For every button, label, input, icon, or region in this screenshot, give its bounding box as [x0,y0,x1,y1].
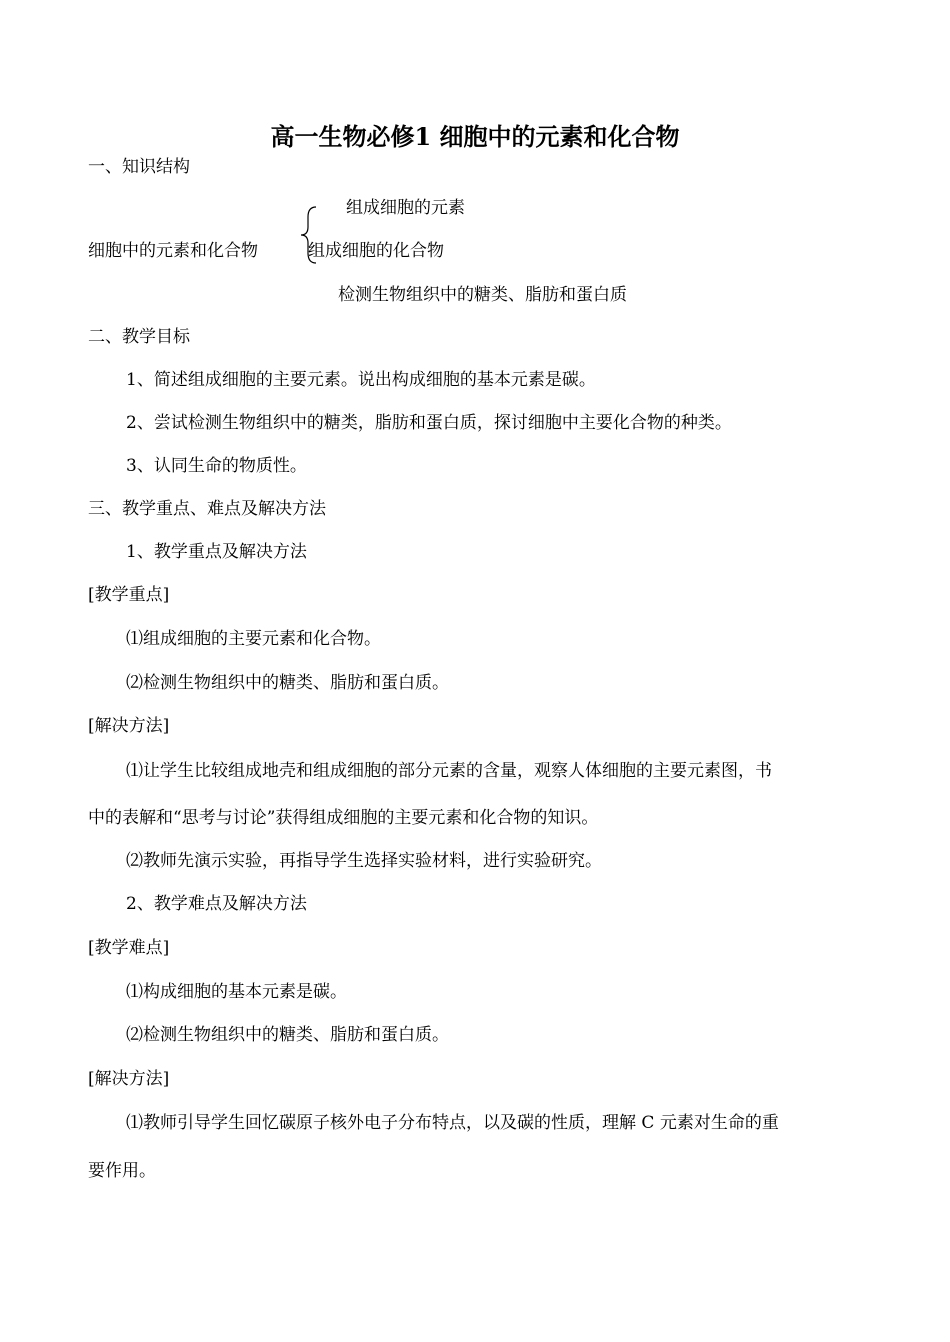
label-key-points: [教学重点] [88,585,170,605]
solution-item-line: 中的表解和“思考与讨论”获得组成细胞的主要元素和化合物的知识。 [88,808,599,828]
solution-item-line: ⑴让学生比较组成地壳和组成细胞的部分元素的含量，观察人体细胞的主要元素图，书 [126,761,772,781]
key-point-item: ⑵检测生物组织中的糖类、脂肪和蛋白质。 [126,673,449,693]
label-difficult-points: [教学难点] [88,938,170,958]
difficult-point-item: ⑴构成细胞的基本元素是碳。 [126,982,347,1002]
structure-branch-elements: 组成细胞的元素 [346,198,465,218]
structure-root: 细胞中的元素和化合物 [88,241,258,261]
solution-item-line: 要作用。 [88,1161,156,1181]
objective-item: 1、简述组成细胞的主要元素。说出构成细胞的基本元素是碳。 [126,370,596,390]
label-solution: [解决方法] [88,716,170,736]
page-title: 高一生物必修1 细胞中的元素和化合物 [270,122,680,151]
solution-item-line: ⑴教师引导学生回忆碳原子核外电子分布特点，以及碳的性质，理解 C 元素对生命的重 [126,1113,779,1133]
objective-item: 2、尝试检测生物组织中的糖类，脂肪和蛋白质，探讨细胞中主要化合物的种类。 [126,413,732,433]
objective-item: 3、认同生命的物质性。 [126,456,307,476]
section-heading-keypoints: 三、教学重点、难点及解决方法 [88,499,326,519]
structure-branch-detection: 检测生物组织中的糖类、脂肪和蛋白质 [338,285,627,305]
label-solution: [解决方法] [88,1069,170,1089]
difficult-point-item: ⑵检测生物组织中的糖类、脂肪和蛋白质。 [126,1025,449,1045]
section-heading-structure: 一、知识结构 [88,157,190,177]
key-point-item: ⑴组成细胞的主要元素和化合物。 [126,629,381,649]
subsection-heading-key: 1、教学重点及解决方法 [126,542,307,562]
section-heading-objectives: 二、教学目标 [88,327,190,347]
structure-branch-compounds: 组成细胞的化合物 [308,241,444,261]
subsection-heading-difficult: 2、教学难点及解决方法 [126,894,307,914]
solution-item-line: ⑵教师先演示实验，再指导学生选择实验材料，进行实验研究。 [126,851,602,871]
